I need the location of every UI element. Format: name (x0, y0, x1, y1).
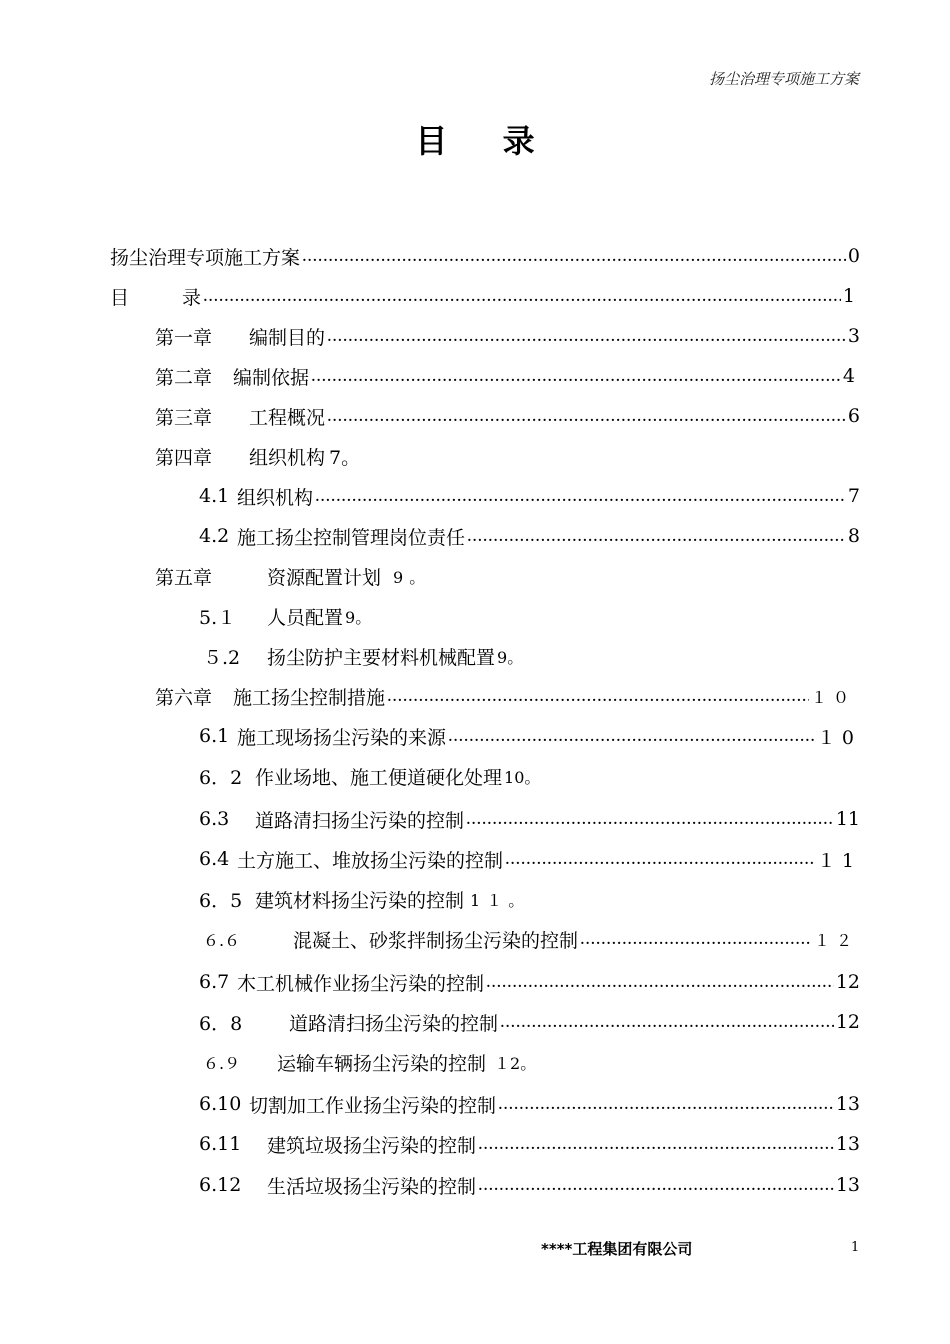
toc-page: 13 (835, 1093, 860, 1115)
toc-entry[interactable] (199, 756, 540, 796)
footer-page-number: 1 (851, 1240, 860, 1255)
toc-number: ６.９ (203, 1053, 241, 1073)
toc-number: 第五章 (155, 566, 213, 589)
toc-leader (478, 1133, 834, 1156)
toc-leader (327, 405, 846, 428)
toc-leader (478, 1174, 834, 1197)
toc-entry[interactable] (199, 596, 371, 636)
toc-leader (466, 808, 834, 831)
toc-label: 土方施工、堆放扬尘污染的控制 (237, 849, 504, 872)
toc-entry[interactable] (155, 396, 860, 436)
toc-label: 编制目的 (249, 326, 326, 349)
toc-entry[interactable] (199, 879, 530, 919)
toc-leader (315, 485, 846, 508)
page-title: 目 录 (415, 122, 557, 160)
toc-leader (387, 685, 809, 708)
toc-label: 生活垃圾扬尘污染的控制 (267, 1175, 477, 1198)
toc-entry[interactable] (155, 556, 431, 596)
toc-leader (498, 1093, 834, 1116)
toc-number: ５.2 (203, 646, 241, 669)
toc-page: 1１。 (470, 890, 531, 910)
toc-entry[interactable] (199, 1002, 860, 1042)
toc-number: 第一章 (155, 326, 213, 349)
toc-label: 木工机械作业扬尘污染的控制 (237, 972, 485, 995)
toc-number: 4.1 (199, 485, 230, 507)
toc-entry[interactable] (110, 276, 855, 316)
toc-leader (448, 725, 815, 748)
toc-page: 9。 (345, 607, 372, 627)
toc-page: 12 (835, 971, 860, 993)
toc-entry[interactable] (155, 676, 855, 716)
toc-entry[interactable] (199, 516, 860, 556)
toc-page: 8 (847, 525, 860, 547)
toc-leader (327, 325, 846, 348)
toc-page: 9。 (497, 647, 524, 667)
toc-number: 第二章 (155, 366, 213, 389)
toc-number: 4.2 (199, 525, 230, 547)
toc-number: 第三章 (155, 406, 213, 429)
toc-entry[interactable] (203, 1042, 536, 1082)
toc-entry[interactable] (155, 356, 855, 396)
toc-leader (486, 971, 834, 994)
toc-label: 组织机构 (237, 486, 314, 509)
toc-entry[interactable] (199, 839, 860, 879)
toc-entry[interactable] (199, 799, 860, 839)
toc-number: 6.4 (199, 848, 230, 870)
toc-entry[interactable] (110, 236, 860, 276)
toc-label: 运输车辆扬尘污染的控制 (277, 1052, 487, 1075)
toc-label: 施工现场扬尘污染的来源 (237, 726, 447, 749)
toc-label: 道路清扫扬尘污染的控制 (289, 1012, 499, 1035)
toc-page: 13 (835, 1133, 860, 1155)
toc-label: 施工扬尘控制管理岗位责任 (237, 526, 466, 549)
toc-number: 6．2 (199, 766, 243, 789)
toc-page: 0 (847, 245, 860, 267)
toc-number: 6.12 (199, 1174, 242, 1196)
toc-page: 10。 (504, 767, 541, 787)
toc-number: 第四章 (155, 446, 213, 469)
toc-entry[interactable] (203, 636, 523, 676)
toc-label: 编制依据 (233, 366, 310, 389)
footer-company: ****工程集团有限公司 (541, 1240, 693, 1258)
toc-page: 6 (847, 405, 860, 427)
toc-entry[interactable] (155, 316, 860, 356)
toc-page: １0 (816, 726, 860, 749)
toc-leader (311, 365, 841, 388)
toc-leader (203, 285, 841, 308)
toc-page: 12 (835, 1011, 860, 1033)
toc-label: 人员配置 (267, 606, 344, 629)
toc-number: 6.11 (199, 1133, 242, 1155)
toc-leader (580, 928, 812, 951)
toc-page: 3 (847, 325, 860, 347)
toc-leader (505, 848, 815, 871)
toc-page: 4 (842, 365, 855, 387)
toc-label: 作业场地、施工便道硬化处理 (255, 766, 503, 789)
toc-label: 录 (182, 286, 202, 309)
toc-page: 13 (835, 1174, 860, 1196)
toc-label: 组织机构 (249, 446, 326, 469)
toc-page: 7。 (329, 446, 361, 469)
toc-page: 9。 (393, 567, 432, 587)
toc-label: 资源配置计划 (267, 566, 382, 589)
toc-label: 扬尘防护主要材料机械配置 (267, 646, 496, 669)
toc-entry[interactable] (155, 436, 360, 476)
toc-entry[interactable] (199, 962, 860, 1002)
running-header: 扬尘治理专项施工方案 (708, 70, 859, 88)
toc-number: 6．8 (199, 1012, 243, 1035)
toc-entry[interactable] (199, 1084, 860, 1124)
toc-number: 6．5 (199, 889, 243, 912)
toc-number: 5.１ (199, 606, 237, 629)
toc-label: 工程概况 (249, 406, 326, 429)
toc-label: 建筑材料扬尘污染的控制 (255, 889, 465, 912)
toc-page: １2。 (494, 1053, 537, 1073)
toc-page: １1 (816, 849, 860, 872)
toc-number: 6.1 (199, 725, 230, 747)
toc-number: 6.10 (199, 1093, 242, 1115)
toc-label: 扬尘治理专项施工方案 (110, 246, 301, 269)
toc-entry[interactable] (203, 919, 858, 959)
toc-page: １２ (813, 930, 858, 950)
toc-number: 6.3 (199, 808, 230, 830)
toc-label: 建筑垃圾扬尘污染的控制 (267, 1134, 477, 1157)
toc-entry[interactable] (199, 1124, 860, 1164)
toc-entry[interactable] (199, 1165, 860, 1205)
toc-label: 道路清扫扬尘污染的控制 (255, 809, 465, 832)
toc-number: 6.7 (199, 971, 230, 993)
toc-number: 目 (110, 286, 130, 309)
toc-label: 切割加工作业扬尘污染的控制 (249, 1094, 497, 1117)
toc-page: 11 (835, 808, 860, 830)
toc-page: 7 (847, 485, 860, 507)
toc-number: ６.６ (203, 930, 241, 950)
toc-leader (467, 525, 846, 548)
toc-leader (500, 1011, 834, 1034)
toc-label: 施工扬尘控制措施 (233, 686, 386, 709)
toc-page: １０ (810, 687, 855, 707)
toc-entry[interactable] (199, 476, 860, 516)
toc-leader (302, 245, 846, 268)
toc-entry[interactable] (199, 716, 860, 756)
toc-label: 混凝土、砂浆拌制扬尘污染的控制 (293, 929, 579, 952)
toc-number: 第六章 (155, 686, 213, 709)
toc-page: 1 (842, 285, 855, 307)
